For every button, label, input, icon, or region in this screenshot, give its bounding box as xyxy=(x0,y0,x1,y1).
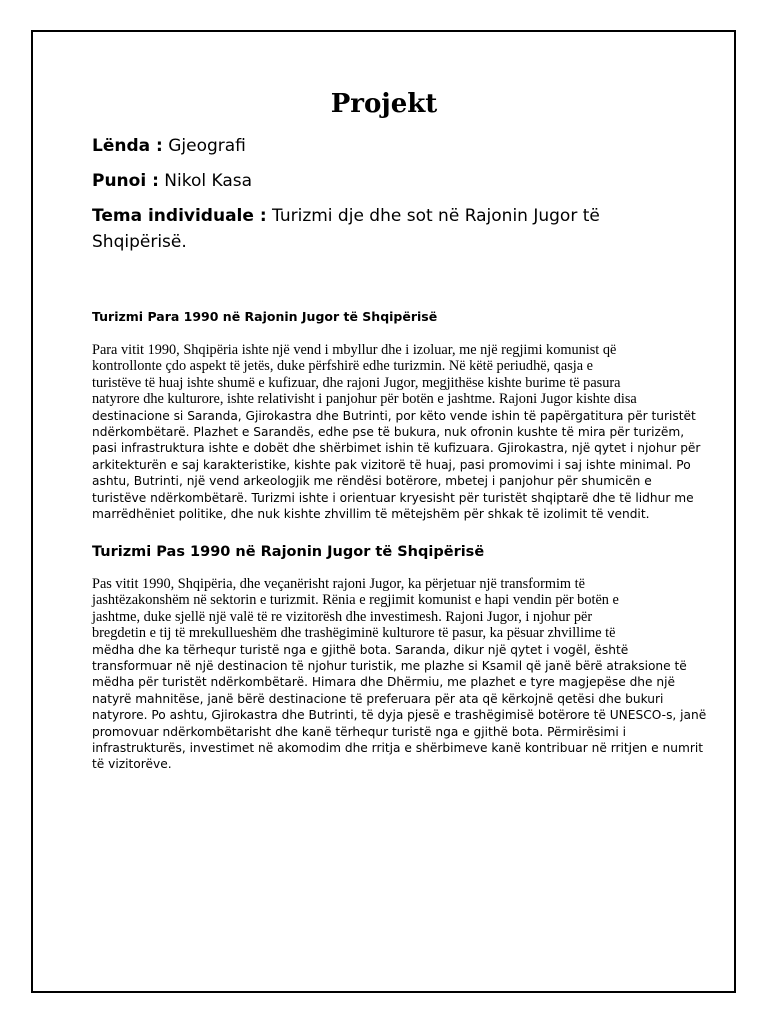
paragraph-before-1990 xyxy=(92,342,701,522)
theme-line xyxy=(92,203,692,255)
paragraph-line: Para vitit 1990, Shqipëria ishte një vend i mbyllur dhe i izoluar, me një regjimi komunist që xyxy=(92,342,617,358)
section-heading-after-1990: Turizmi Pas 1990 në Rajonin Jugor të Shqipërisë xyxy=(92,544,485,560)
author-label: Punoi : xyxy=(92,171,159,191)
paragraph-line: bregdetin e tij të mrekullueshëm dhe trashëgiminë kulturore të pasur, ka pësuar zhvillime të xyxy=(92,625,616,642)
paragraph-line: ashtu, Butrinti, një vend arkeologjik me rëndësi botërore, mbetej i panjohur për shumicën e xyxy=(92,474,652,489)
paragraph-line: jashtme, duke sjellë një valë të re vizitorësh dhe investimesh. Rajoni Jugor, i njohur për xyxy=(92,608,593,625)
paragraph-line: destinacione si Saranda, Gjirokastra dhe Butrinti, por këto vende ishin të papërgatitura për turistët xyxy=(92,408,696,423)
paragraph-line: mëdha për turistët ndërkombëtarë. Himara dhe Dhërmiu, me plazhet e tyre magjepëse dhe një xyxy=(92,675,676,690)
author-line xyxy=(92,168,692,194)
paragraph-line: natyrore. Po ashtu, Gjirokastra dhe Butrinti, të dyja pjesë e trashëgimisë botërore të UNESCO-s, janë xyxy=(92,708,707,723)
section-heading-before-1990: Turizmi Para 1990 në Rajonin Jugor të Shqipërisë xyxy=(92,309,438,324)
paragraph-line: të vizitorëve. xyxy=(92,757,172,772)
paragraph-line: arkitekturën e saj karakteristike, kishte pak vizitorë të huaj, pasi promovimi i saj ishte minimal. Po xyxy=(92,457,691,472)
paragraph-line: pasi infrastruktura ishte e dobët dhe shërbimet ishin të kufizuara. Gjirokastra, një qytet i njohur për xyxy=(92,441,701,456)
theme-value-line1: Turizmi dje dhe sot në Rajonin Jugor të xyxy=(266,206,600,226)
author-value: Nikol Kasa xyxy=(158,171,253,191)
paragraph-line: transformuar në një destinacion të njohur turistik, me plazhe si Ksamil që janë bërë atraksione të xyxy=(92,658,687,673)
paragraph-line: mëdha dhe ka tërhequr turistë nga e gjithë bota. Saranda, dikur një qytet i vogël, është xyxy=(92,642,629,657)
paragraph-line: marrëdhëniet politike, dhe nuk kishte zhvillim të mëtejshëm për shkak të izolimit të vendit. xyxy=(92,506,650,521)
paragraph-line: infrastrukturës, investimet në akomodim dhe rritja e shërbimeve kanë kontribuar në rritjen e numrit xyxy=(92,740,704,755)
theme-label: Tema individuale : xyxy=(92,206,267,226)
paragraph-line: promovuar ndërkombëtarisht dhe kanë tërhequr turistë nga e gjithë bota. Përmirësimi i xyxy=(92,724,627,739)
paragraph-line: natyrë mahnitëse, janë bërë destinacione të preferuara për ata që kërkojnë qetësi dhe bukuri xyxy=(92,691,664,706)
subject-value: Gjeografi xyxy=(162,136,246,156)
paragraph-line: jashtëzakonshëm në sektorin e turizmit. Rënia e regjimit komunist e hapi vendin për botën e xyxy=(92,592,619,609)
paragraph-line: ndërkombëtarë. Plazhet e Sarandës, edhe pse të bukura, nuk ofronin kushte të mira për turizëm, xyxy=(92,424,685,439)
paragraph-after-1990 xyxy=(92,576,707,773)
paragraph-line: turistëve të huaj ishte shumë e kufizuar, dhe rajoni Jugor, megjithëse kishte burime të pasura xyxy=(92,374,621,391)
paragraph-line: turistëve ndërkombëtarë. Turizmi ishte i orientuar kryesisht për turistët shqiptarë dhe të lidhur me xyxy=(92,490,694,505)
subject-line xyxy=(92,133,692,159)
paragraph-line: kontrollonte çdo aspekt të jetës, duke përfshirë edhe turizmin. Në këtë periudhë, qasja e xyxy=(92,358,594,375)
paragraph-line: Pas vitit 1990, Shqipëria, dhe veçanërisht rajoni Jugor, ka përjetuar një transformim të xyxy=(92,576,585,592)
paragraph-line: natyrore dhe kulturore, ishte relativisht i panjohur për botën e jashtme. Rajoni Jugor kishte disa xyxy=(92,391,637,408)
theme-value-line2: Shqipërisë. xyxy=(92,232,187,252)
document-title: Projekt xyxy=(330,89,438,119)
subject-label: Lënda : xyxy=(92,136,163,156)
